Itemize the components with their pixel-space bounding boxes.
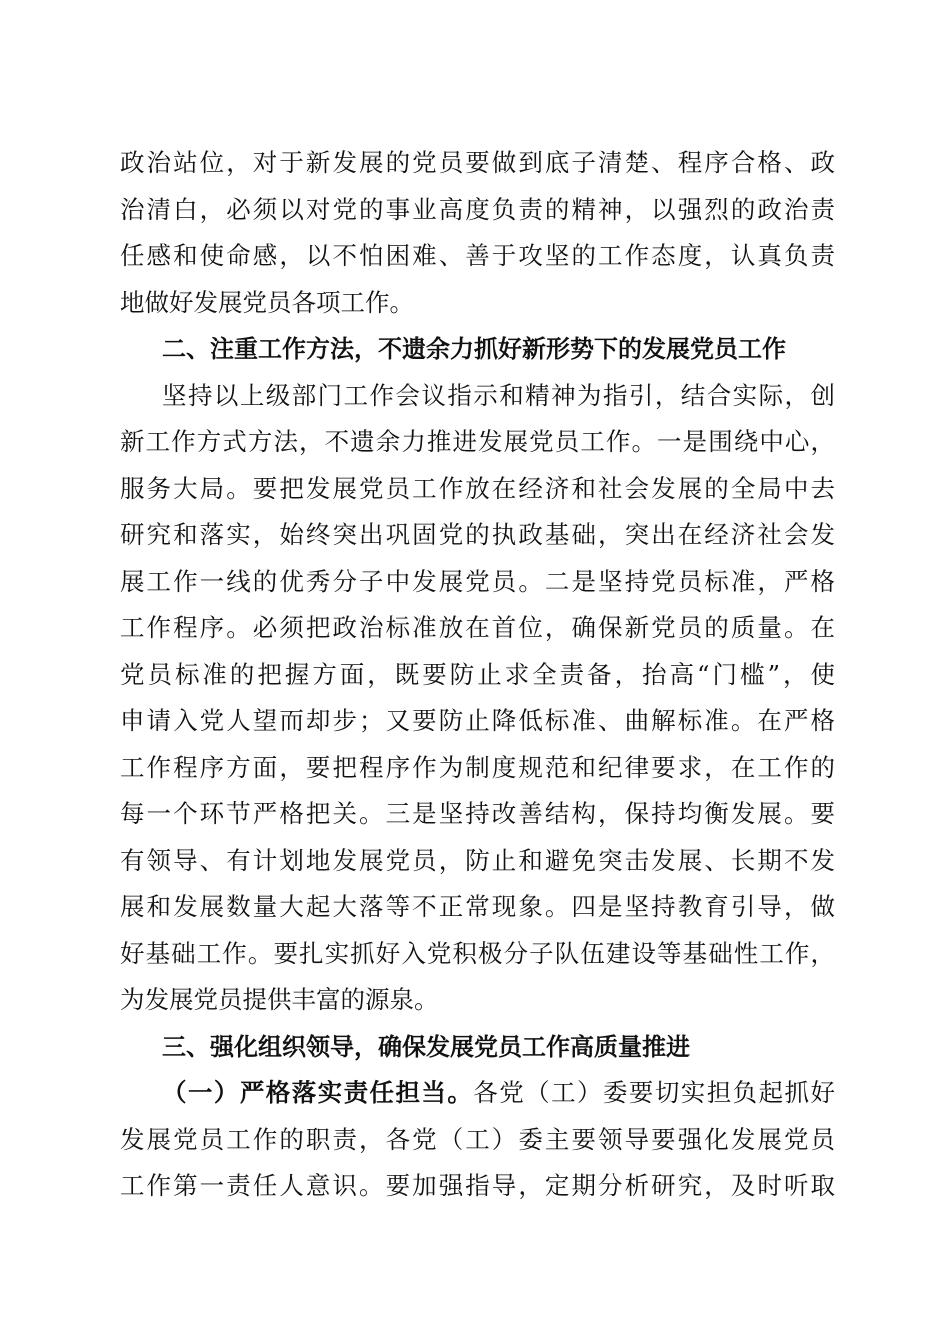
paragraph-line: 展工作一线的优秀分子中发展党员。二是坚持党员标准，严格 [120,566,835,596]
paragraph-line: 工作程序。必须把政治标准放在首位，确保新党员的质量。在 [120,613,835,642]
subsection-lead: （一）严格落实责任担当。 [162,1078,474,1107]
paragraph-line: 发展党员工作的职责，各党（工）委主要领导要强化发展党员 [120,1124,835,1154]
paragraph-line: 任感和使命感，以不怕困难、善于攻坚的工作态度，认真负责 [120,241,835,270]
paragraph-text: 各党（工）委要切实担负起抓好 [473,1078,835,1107]
paragraph-line: 地做好发展党员各项工作。 [120,287,414,317]
section-heading-3: 三、强化组织领导，确保发展党员工作高质量推进 [162,1032,690,1061]
paragraph-line [120,1070,835,1117]
paragraph-line: 为发展党员提供丰富的源泉。 [120,985,439,1014]
paragraph-line: 展和发展数量大起大落等不正常现象。四是坚持教育引导，做 [120,892,835,921]
section-heading-2: 二、注重工作方法，不遗余力抓好新形势下的发展党员工作 [162,335,786,363]
paragraph-line: 工作第一责任人意识。要加强指导，定期分析研究，及时听取 [120,1171,835,1200]
paragraph-line: 治清白，必须以对党的事业高度负责的精神，以强烈的政治责 [120,194,835,224]
paragraph-line: 好基础工作。要扎实抓好入党积极分子队伍建设等基础性工作， [120,938,835,968]
paragraph-line: 工作程序方面，要把程序作为制度规范和纪律要求，在工作的 [120,752,835,782]
document-page [120,140,835,1210]
paragraph-line: 政治站位，对于新发展的党员要做到底子清楚、程序合格、政 [120,148,835,177]
paragraph-line: 有领导、有计划地发展党员，防止和避免突击发展、长期不发 [120,845,835,875]
paragraph-line: 研究和落实，始终突出巩固党的执政基础，突出在经济社会发 [120,520,835,549]
paragraph-line: 申请入党人望而却步；又要防止降低标准、曲解标准。在严格 [120,706,835,735]
paragraph-line: 党员标准的把握方面，既要防止求全责备，抬高“门槛”，使 [120,659,835,689]
paragraph-line: 新工作方式方法，不遗余力推进发展党员工作。一是围绕中心， [120,427,835,456]
paragraph-line: 服务大局。要把发展党员工作放在经济和社会发展的全局中去 [120,473,835,503]
paragraph-line: 坚持以上级部门工作会议指示和精神为指引，结合实际，创 [162,380,835,410]
paragraph-line: 每一个环节严格把关。三是坚持改善结构，保持均衡发展。要 [120,799,835,828]
